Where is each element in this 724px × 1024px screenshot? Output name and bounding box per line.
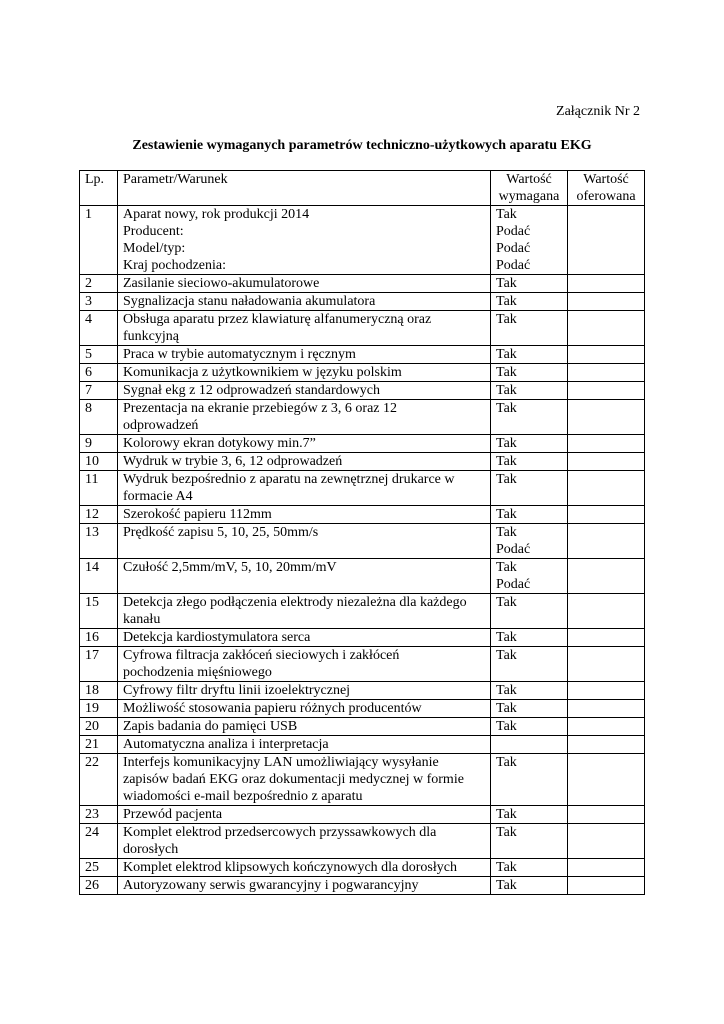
cell-required-value [491,736,568,754]
cell-offered-value [568,736,645,754]
parameter-line: Sygnał ekg z 12 odprowadzeń standardowych [123,383,380,398]
cell-required-value [491,629,568,647]
cell-required-value [491,824,568,859]
parameter-line: Prezentacja na ekranie przebiegów z 3, 6 oraz 12 [123,401,398,416]
cell-parameter [118,453,491,471]
cell-lp: 17 [80,647,118,682]
cell-lp: 23 [80,806,118,824]
cell-required-value [491,311,568,346]
cell-lp: 6 [80,364,118,382]
cell-lp: 16 [80,629,118,647]
parameter-line: Autoryzowany serwis gwarancyjny i pogwarancyjny [123,878,419,893]
parameter-line: dorosłych [123,842,179,857]
parameter-line: Wydruk bezpośrednio z aparatu na zewnętrznej drukarce w [123,472,455,487]
cell-offered-value [568,400,645,435]
cell-required-value [491,275,568,293]
required-value-line: Tak [496,365,517,380]
cell-lp: 3 [80,293,118,311]
annex-label: Załącznik Nr 2 [556,104,640,119]
table-row [80,824,645,859]
cell-lp: 1 [80,206,118,275]
required-value-line: Tak [496,648,517,663]
parameter-line: Zapis badania do pamięci USB [123,719,298,734]
cell-offered-value [568,806,645,824]
cell-parameter [118,629,491,647]
parameter-line: Wydruk w trybie 3, 6, 12 odprowadzeń [123,454,343,469]
cell-lp: 9 [80,435,118,453]
cell-lp: 13 [80,524,118,559]
cell-offered-value [568,364,645,382]
required-value-line: Podać [496,577,531,592]
parameter-line: Interfejs komunikacyjny LAN umożliwiający wysyłanie [123,755,439,770]
cell-required-value [491,206,568,275]
parameter-line: Szerokość papieru 112mm [123,507,272,522]
required-value-line: Tak [496,454,517,469]
cell-required-value [491,471,568,506]
cell-offered-value [568,859,645,877]
required-value-line: Tak [496,878,517,893]
cell-required-value [491,506,568,524]
cell-lp: 22 [80,754,118,806]
required-value-line: Podać [496,241,531,256]
cell-lp: 12 [80,506,118,524]
parameter-line: Kolorowy ekran dotykowy min.7” [123,436,316,451]
cell-offered-value [568,471,645,506]
table-row [80,629,645,647]
cell-required-value [491,293,568,311]
table-row [80,524,645,559]
parameter-line: funkcyjną [123,329,179,344]
cell-lp: 24 [80,824,118,859]
required-value-line: Tak [496,755,517,770]
table-row [80,859,645,877]
cell-offered-value [568,877,645,895]
parameter-line: Zasilanie sieciowo-akumulatorowe [123,276,320,291]
required-value-line: Podać [496,258,531,273]
required-value-line: Tak [496,825,517,840]
cell-parameter [118,346,491,364]
cell-parameter [118,435,491,453]
cell-offered-value [568,506,645,524]
column-header-lp: Lp. [80,171,118,206]
cell-lp: 11 [80,471,118,506]
parameter-line: zapisów badań EKG oraz dokumentacji medycznej w formie [123,772,464,787]
cell-offered-value [568,206,645,275]
parameter-line: kanału [123,612,161,627]
table-row [80,718,645,736]
table-row [80,275,645,293]
cell-offered-value [568,524,645,559]
table-row [80,293,645,311]
table-row [80,311,645,346]
cell-parameter [118,559,491,594]
cell-required-value [491,647,568,682]
required-value-line: Tak [496,347,517,362]
required-value-line: Tak [496,701,517,716]
table-row [80,559,645,594]
table-row [80,700,645,718]
cell-lp: 26 [80,877,118,895]
parameter-line: Czułość 2,5mm/mV, 5, 10, 20mm/mV [123,560,337,575]
cell-parameter [118,754,491,806]
required-value-line: Tak [496,595,517,610]
cell-lp: 2 [80,275,118,293]
table-row [80,346,645,364]
parameter-line: Cyfrowy filtr dryftu linii izoelektrycznej [123,683,351,698]
cell-lp: 21 [80,736,118,754]
cell-parameter [118,311,491,346]
required-value-line: Tak [496,383,517,398]
cell-required-value [491,718,568,736]
parameter-line: Komplet elektrod przedsercowych przyssawkowych dla [123,825,437,840]
required-value-line: Tak [496,630,517,645]
parameter-line: Producent: [123,224,184,239]
cell-parameter [118,806,491,824]
cell-offered-value [568,346,645,364]
parameter-line: Detekcja kardiostymulatora serca [123,630,311,645]
cell-parameter [118,382,491,400]
column-header-required: Wartość wymagana [491,171,568,206]
parameter-line: Możliwość stosowania papieru różnych producentów [123,701,422,716]
parameter-line: pochodzenia mięśniowego [123,665,272,680]
cell-offered-value [568,435,645,453]
cell-parameter [118,877,491,895]
table-row [80,206,645,275]
required-value-line: Tak [496,525,517,540]
cell-lp: 20 [80,718,118,736]
cell-required-value [491,806,568,824]
table-row [80,594,645,629]
cell-parameter [118,824,491,859]
cell-offered-value [568,700,645,718]
parameter-line: Przewód pacjenta [123,807,223,822]
cell-offered-value [568,682,645,700]
table-row [80,754,645,806]
required-value-line: Tak [496,560,517,575]
column-header-offered: Wartość oferowana [568,171,645,206]
table-row [80,682,645,700]
required-value-line: Tak [496,276,517,291]
cell-offered-value [568,647,645,682]
cell-lp: 4 [80,311,118,346]
required-value-line: Tak [496,436,517,451]
cell-required-value [491,594,568,629]
cell-parameter [118,400,491,435]
parameter-line: wiadomości e-mail bezpośrednio z aparatu [123,789,363,804]
required-value-line: Tak [496,719,517,734]
column-header-param: Parametr/Warunek [118,171,491,206]
cell-offered-value [568,629,645,647]
cell-required-value [491,859,568,877]
required-value-line: Tak [496,312,517,327]
required-value-line: Tak [496,507,517,522]
cell-offered-value [568,718,645,736]
parameter-line: Aparat nowy, rok produkcji 2014 [123,207,310,222]
table-row [80,471,645,506]
required-value-line: Tak [496,472,517,487]
parameter-line: Komunikacja z użytkownikiem w języku polskim [123,365,402,380]
table-row [80,382,645,400]
required-value-line: Tak [496,683,517,698]
cell-required-value [491,400,568,435]
cell-offered-value [568,559,645,594]
cell-required-value [491,682,568,700]
table-row [80,400,645,435]
required-value-line: Tak [496,207,517,222]
cell-parameter [118,594,491,629]
cell-parameter [118,718,491,736]
cell-parameter [118,506,491,524]
required-value-line: Podać [496,224,531,239]
cell-parameter [118,275,491,293]
table-row [80,877,645,895]
cell-offered-value [568,293,645,311]
table-row [80,647,645,682]
required-value-line: Tak [496,860,517,875]
cell-parameter [118,647,491,682]
document-title: Zestawienie wymaganych parametrów techniczno-użytkowych aparatu EKG [132,138,592,153]
cell-required-value [491,524,568,559]
parameter-line: formacie A4 [123,489,193,504]
parameter-line: Kraj pochodzenia: [123,258,227,273]
parameter-line: odprowadzeń [123,418,199,433]
required-value-line: Podać [496,542,531,557]
cell-lp: 15 [80,594,118,629]
cell-offered-value [568,275,645,293]
cell-parameter [118,471,491,506]
cell-required-value [491,382,568,400]
cell-offered-value [568,453,645,471]
cell-parameter [118,736,491,754]
table-row [80,736,645,754]
cell-parameter [118,682,491,700]
required-value-line: Tak [496,401,517,416]
cell-required-value [491,435,568,453]
table-header-row [80,171,645,206]
table-row [80,506,645,524]
cell-required-value [491,754,568,806]
cell-offered-value [568,382,645,400]
cell-lp: 5 [80,346,118,364]
cell-lp: 19 [80,700,118,718]
cell-required-value [491,700,568,718]
cell-offered-value [568,594,645,629]
cell-lp: 25 [80,859,118,877]
table-row [80,364,645,382]
table-row [80,453,645,471]
parameter-line: Praca w trybie automatycznym i ręcznym [123,347,356,362]
parameter-line: Automatyczna analiza i interpretacja [123,737,329,752]
parameter-line: Sygnalizacja stanu naładowania akumulatora [123,294,376,309]
parameter-line: Detekcja złego podłączenia elektrody niezależna dla każdego [123,595,467,610]
cell-required-value [491,346,568,364]
cell-required-value [491,559,568,594]
cell-offered-value [568,311,645,346]
cell-parameter [118,859,491,877]
cell-parameter [118,700,491,718]
parameter-line: Prędkość zapisu 5, 10, 25, 50mm/s [123,525,319,540]
cell-lp: 7 [80,382,118,400]
parameter-line: Cyfrowa filtracja zakłóceń sieciowych i zakłóceń [123,648,400,663]
parameter-line: Obsługa aparatu przez klawiaturę alfanumeryczną oraz [123,312,432,327]
table-body [80,206,645,895]
required-value-line: Tak [496,294,517,309]
cell-parameter [118,293,491,311]
cell-parameter [118,206,491,275]
cell-required-value [491,877,568,895]
table-row [80,435,645,453]
parameter-line: Model/typ: [123,241,186,256]
cell-required-value [491,453,568,471]
parameters-table [79,170,645,895]
cell-parameter [118,364,491,382]
cell-lp: 14 [80,559,118,594]
cell-required-value [491,364,568,382]
cell-lp: 8 [80,400,118,435]
cell-parameter [118,524,491,559]
parameter-line: Komplet elektrod klipsowych kończynowych dla dorosłych [123,860,457,875]
required-value-line: Tak [496,807,517,822]
cell-lp: 10 [80,453,118,471]
table-row [80,806,645,824]
cell-lp: 18 [80,682,118,700]
cell-offered-value [568,754,645,806]
cell-offered-value [568,824,645,859]
